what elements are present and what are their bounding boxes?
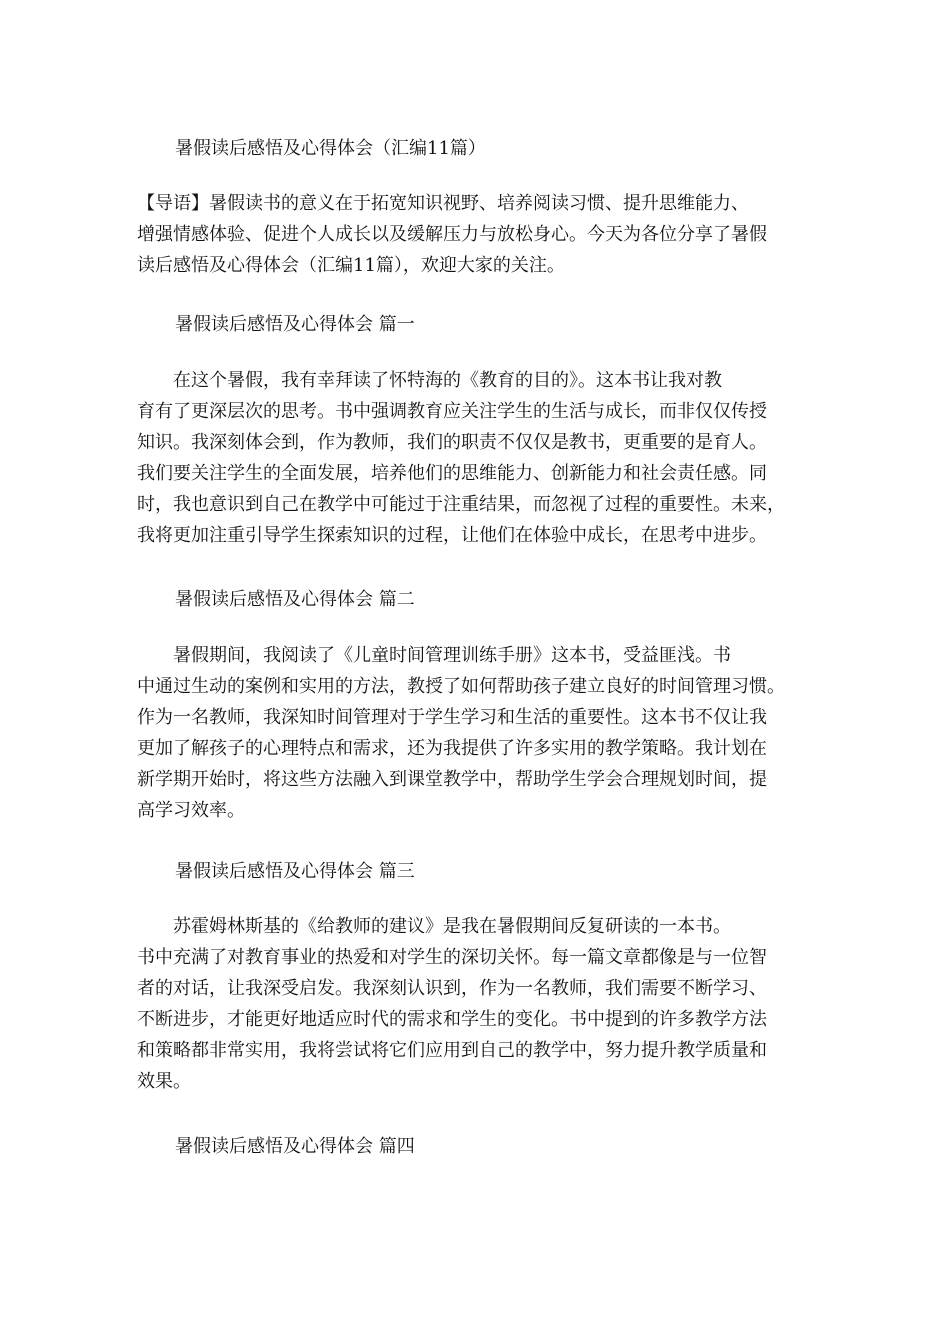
section-body-1	[137, 365, 817, 551]
document-title: 暑假读后感悟及心得体会（汇编11篇）	[175, 138, 486, 159]
body-line: 和策略都非常实用，我将尝试将它们应用到自己的教学中，努力提升教学质量和	[137, 1040, 767, 1061]
body-line: 不断进步，才能更好地适应时代的需求和学生的变化。书中提到的许多教学方法	[137, 1009, 767, 1030]
body-line: 我们要关注学生的全面发展，培养他们的思维能力、创新能力和社会责任感。同	[137, 463, 767, 484]
body-line: 作为一名教师，我深知时间管理对于学生学习和生活的重要性。这本书不仅让我	[137, 707, 767, 728]
body-line: 效果。	[137, 1071, 191, 1092]
section-body-3	[137, 911, 817, 1097]
body-line: 书中充满了对教育事业的热爱和对学生的深切关怀。每一篇文章都像是与一位智	[137, 947, 767, 968]
body-line: 者的对话，让我深受启发。我深刻认识到，作为一名教师，我们需要不断学习、	[137, 978, 767, 999]
body-line: 我将更加注重引导学生探索知识的过程，让他们在体验中成长，在思考中进步。	[137, 525, 767, 546]
intro-line: 增强情感体验、促进个人成长以及缓解压力与放松身心。今天为各位分享了暑假	[137, 224, 767, 245]
intro-paragraph	[137, 188, 817, 281]
section-heading-2: 暑假读后感悟及心得体会 篇二	[175, 589, 415, 610]
body-line: 时，我也意识到自己在教学中可能过于注重结果，而忽视了过程的重要性。未来，	[137, 494, 785, 515]
section-heading-4: 暑假读后感悟及心得体会 篇四	[175, 1136, 415, 1157]
section-body-2	[137, 640, 817, 826]
body-line: 中通过生动的案例和实用的方法，教授了如何帮助孩子建立良好的时间管理习惯。	[137, 676, 785, 697]
section-heading-3: 暑假读后感悟及心得体会 篇三	[175, 861, 415, 882]
body-line: 知识。我深刻体会到，作为教师，我们的职责不仅仅是教书，更重要的是育人。	[137, 432, 767, 453]
body-line: 更加了解孩子的心理特点和需求，还为我提供了许多实用的教学策略。我计划在	[137, 738, 767, 759]
body-line: 苏霍姆林斯基的《给教师的建议》是我在暑假期间反复研读的一本书。	[137, 916, 731, 937]
intro-line: 【导语】暑假读书的意义在于拓宽知识视野、培养阅读习惯、提升思维能力、	[137, 193, 749, 214]
body-line: 新学期开始时，将这些方法融入到课堂教学中，帮助学生学会合理规划时间，提	[137, 769, 767, 790]
section-heading-1: 暑假读后感悟及心得体会 篇一	[175, 314, 415, 335]
body-line: 在这个暑假，我有幸拜读了怀特海的《教育的目的》。这本书让我对教	[137, 370, 722, 391]
intro-line: 读后感悟及心得体会（汇编11篇），欢迎大家的关注。	[137, 255, 565, 276]
body-line: 暑假期间，我阅读了《儿童时间管理训练手册》这本书，受益匪浅。书	[137, 645, 731, 666]
body-line: 育有了更深层次的思考。书中强调教育应关注学生的生活与成长，而非仅仅传授	[137, 401, 767, 422]
body-line: 高学习效率。	[137, 800, 245, 821]
